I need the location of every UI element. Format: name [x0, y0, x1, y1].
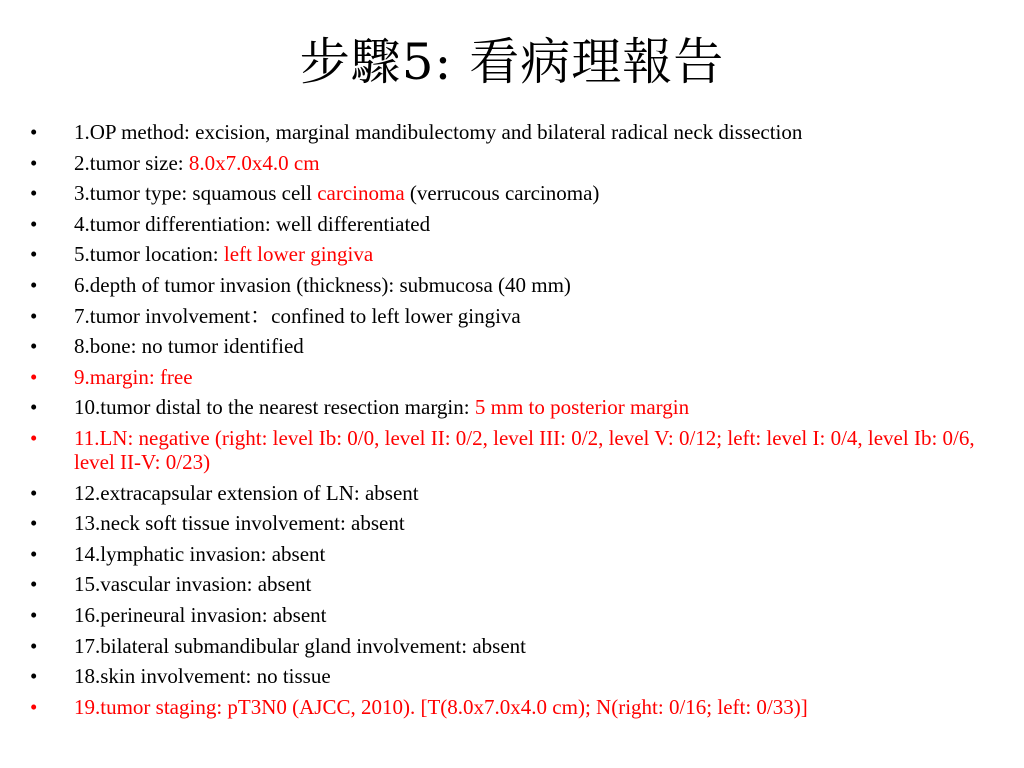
item-text: 10.tumor distal to the nearest resection margin:: [74, 395, 475, 420]
report-item: [30, 634, 1010, 658]
report-item: [30, 120, 1010, 144]
bullet-dot-icon: •: [30, 572, 38, 597]
report-item: [30, 212, 1010, 236]
bullet-dot-icon: •: [30, 272, 38, 297]
bullet-dot-icon: •: [30, 602, 38, 627]
report-item: [30, 181, 1010, 205]
highlighted-text: 9.margin: free: [74, 364, 193, 389]
report-item: [30, 395, 1010, 419]
report-item: [30, 664, 1010, 688]
item-text: 1.OP method: excision, marginal mandibulectomy and bilateral radical neck dissection: [74, 120, 803, 144]
bullet-dot-icon: •: [30, 664, 38, 689]
bullet-dot-icon: •: [30, 694, 38, 719]
highlighted-text: left lower gingiva: [223, 242, 374, 267]
item-text: 7.tumor involvement：confined to left lower gingiva: [74, 303, 521, 328]
item-text: 4.tumor differentiation: well differentiated: [74, 211, 431, 236]
item-text: 5.tumor location:: [74, 242, 224, 267]
bullet-dot-icon: •: [30, 242, 38, 267]
item-text: 3.tumor type: squamous cell: [74, 181, 318, 206]
highlighted-text: carcinoma: [317, 181, 405, 206]
bullet-dot-icon: •: [30, 334, 38, 359]
report-item: [30, 151, 1010, 175]
report-item: [30, 426, 1010, 474]
item-text: 16.perineural invasion: absent: [74, 602, 327, 627]
report-item: [30, 481, 1010, 505]
item-text: (verrucous carcinoma): [404, 181, 600, 206]
slide-title: 步驟5: 看病理報告: [299, 33, 725, 91]
highlighted-text: 19.tumor staging: pT3N0 (AJCC, 2010). [T(8.0x7.0x4.0 cm); N(right: 0/16; left: 0/33)]: [74, 694, 808, 719]
item-text: 15.vascular invasion: absent: [74, 572, 312, 597]
bullet-dot-icon: •: [30, 480, 38, 505]
bullet-dot-icon: •: [30, 364, 38, 389]
item-text: 13.neck soft tissue involvement: absent: [74, 511, 405, 536]
bullet-dot-icon: •: [30, 541, 38, 566]
highlighted-text: 8.0x7.0x4.0 cm: [188, 150, 320, 175]
bullet-dot-icon: •: [30, 395, 38, 420]
bullet-dot-icon: •: [30, 633, 38, 658]
item-text: 2.tumor size:: [74, 150, 189, 175]
item-text: 8.bone: no tumor identified: [74, 334, 304, 359]
item-text: 17.bilateral submandibular gland involvement: absent: [74, 633, 526, 658]
report-item: [30, 273, 1010, 297]
report-bullet-list: [30, 120, 1010, 725]
report-item: [30, 365, 1010, 389]
item-text: 18.skin involvement: no tissue: [74, 664, 331, 689]
highlighted-text: 11.LN: negative (right: level Ib: 0/0, level II: 0/2, level III: 0/2, level V: 0/12; left: level I: 0/4, level Ib: 0/6, level II-V: 0/23): [74, 425, 980, 474]
bullet-dot-icon: •: [30, 511, 38, 536]
report-item: [30, 572, 1010, 596]
bullet-dot-icon: •: [30, 181, 38, 206]
bullet-dot-icon: •: [30, 120, 38, 144]
bullet-dot-icon: •: [30, 150, 38, 175]
report-item: [30, 242, 1010, 266]
bullet-dot-icon: •: [30, 211, 38, 236]
highlighted-text: 5 mm to posterior margin: [474, 395, 690, 420]
item-text: 6.depth of tumor invasion (thickness): submucosa (40 mm): [74, 272, 571, 297]
report-item: [30, 304, 1010, 328]
report-item: [30, 334, 1010, 358]
bullet-dot-icon: •: [30, 425, 38, 450]
report-item: [30, 542, 1010, 566]
item-text: 12.extracapsular extension of LN: absent: [74, 480, 419, 505]
report-item: [30, 511, 1010, 535]
report-item: [30, 695, 1010, 719]
item-text: 14.lymphatic invasion: absent: [74, 541, 326, 566]
report-item: [30, 603, 1010, 627]
bullet-dot-icon: •: [30, 303, 38, 328]
